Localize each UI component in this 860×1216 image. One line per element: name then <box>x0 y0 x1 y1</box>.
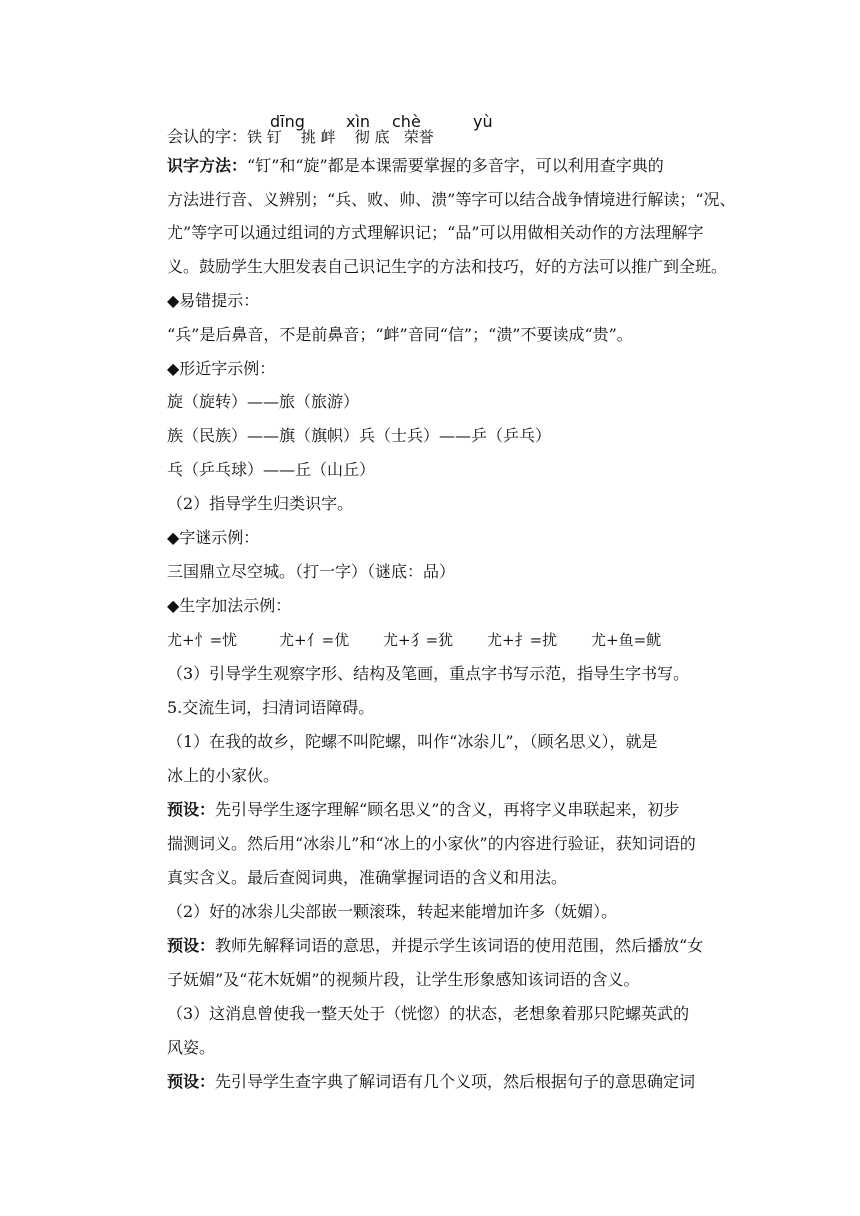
recognize-label: 会认的字： <box>167 127 248 146</box>
addition-row <box>167 630 661 650</box>
recognize-line <box>167 127 434 147</box>
method-label: 识字方法： <box>167 156 248 175</box>
step-2: （2）指导学生归类识字。 <box>167 494 354 513</box>
addition-item: 尤+犭=犹 <box>383 631 454 649</box>
preset-2-text-1: 教师先解释词语的意思，并提示学生该词语的使用范围，然后播放“女 <box>215 936 704 955</box>
method-text-1: “钉”和“旋”都是本课需要掌握的多音字，可以利用查字典的 <box>247 156 664 175</box>
similar-line-1: 旋（旋转）——旅（旅游） <box>167 392 360 411</box>
method-line-4: 义。鼓励学生大胆发表自己识记生字的方法和技巧，好的方法可以推广到全班。 <box>167 257 728 276</box>
preset-2-line-1 <box>167 936 703 956</box>
preset-3-label: 预设： <box>167 1072 216 1091</box>
similar-line-3: 乓（乒乓球）——丘（山丘） <box>167 460 376 479</box>
addition-item: 尤+亻=优 <box>279 631 350 649</box>
similar-heading: ◆形近字示例： <box>167 359 276 378</box>
pinyin-yu: yù <box>473 112 493 131</box>
preset-3-text-1: 先引导学生查字典了解词语有几个义项，然后根据句子的意思确定词 <box>215 1072 696 1091</box>
preset-1-line-1 <box>167 800 679 820</box>
method-line-1 <box>167 156 664 176</box>
method-line-2: 方法进行音、义辨别；“兵、败、帅、溃”等字可以结合战争情境进行解读；“况、 <box>167 190 736 209</box>
pinyin-xin: xìn <box>346 112 371 131</box>
step-3: （3）引导学生观察字形、结构及笔画，重点字书写示范，指导生字书写。 <box>167 664 690 683</box>
preset-1-label: 预设： <box>167 800 216 819</box>
method-line-3: 尤”等字可以通过组词的方式理解识记；“品”可以用做相关动作的方法理解字 <box>167 223 704 242</box>
recognize-chars: 铁 钉 挑 衅 彻 底 荣誉 <box>247 128 434 146</box>
preset-1-line-2: 揣测词义。然后用“冰尜儿”和“冰上的小家伙”的内容进行验证，获知词语的 <box>167 834 696 853</box>
addition-item: 尤+扌=扰 <box>487 631 558 649</box>
riddle-text: 三国鼎立尽空城。（打一字）（谜底：品） <box>167 562 456 581</box>
preset-2-line-2: 子妩媚”及“花木妩媚”的视频片段，让学生形象感知该词语的含义。 <box>167 970 640 989</box>
q1-line-1: （1）在我的故乡，陀螺不叫陀螺，叫作“冰尜儿”，（顾名思义），就是 <box>167 732 658 751</box>
addition-item: 尤+忄=忧 <box>167 631 238 649</box>
q3-line-1: （3）这消息曾使我一整天处于（恍惚）的状态，老想象着那只陀螺英武的 <box>167 1004 690 1023</box>
q2-line: （2）好的冰尜儿尖部嵌一颗滚珠，转起来能增加许多（妩媚）。 <box>167 902 618 921</box>
step-5: 5.交流生词，扫清词语障碍。 <box>167 698 375 717</box>
riddle-heading: ◆字谜示例： <box>167 528 260 547</box>
preset-2-label: 预设： <box>167 936 216 955</box>
pinyin-che: chè <box>392 112 421 131</box>
addition-item: 尤+鱼=鱿 <box>591 631 662 649</box>
q3-line-2: 风姿。 <box>167 1038 216 1057</box>
preset-1-line-3: 真实含义。最后查阅词典，准确掌握词语的含义和用法。 <box>167 868 568 887</box>
preset-3-line-1 <box>167 1072 695 1092</box>
pinyin-ding: dīng <box>270 112 305 131</box>
addition-heading: ◆生字加法示例： <box>167 596 292 615</box>
similar-line-2: 族（民族）——旗（旗帜）兵（士兵）——乒（乒乓） <box>167 426 552 445</box>
q1-line-2: 冰上的小家伙。 <box>167 766 280 785</box>
error-tip-text: “兵”是后鼻音，不是前鼻音；“衅”音同“信”；“溃”不要读成“贵”。 <box>167 325 633 344</box>
error-tip-heading: ◆易错提示： <box>167 291 260 310</box>
preset-1-text-1: 先引导学生逐字理解“顾名思义”的含义，再将字义串联起来，初步 <box>215 800 680 819</box>
